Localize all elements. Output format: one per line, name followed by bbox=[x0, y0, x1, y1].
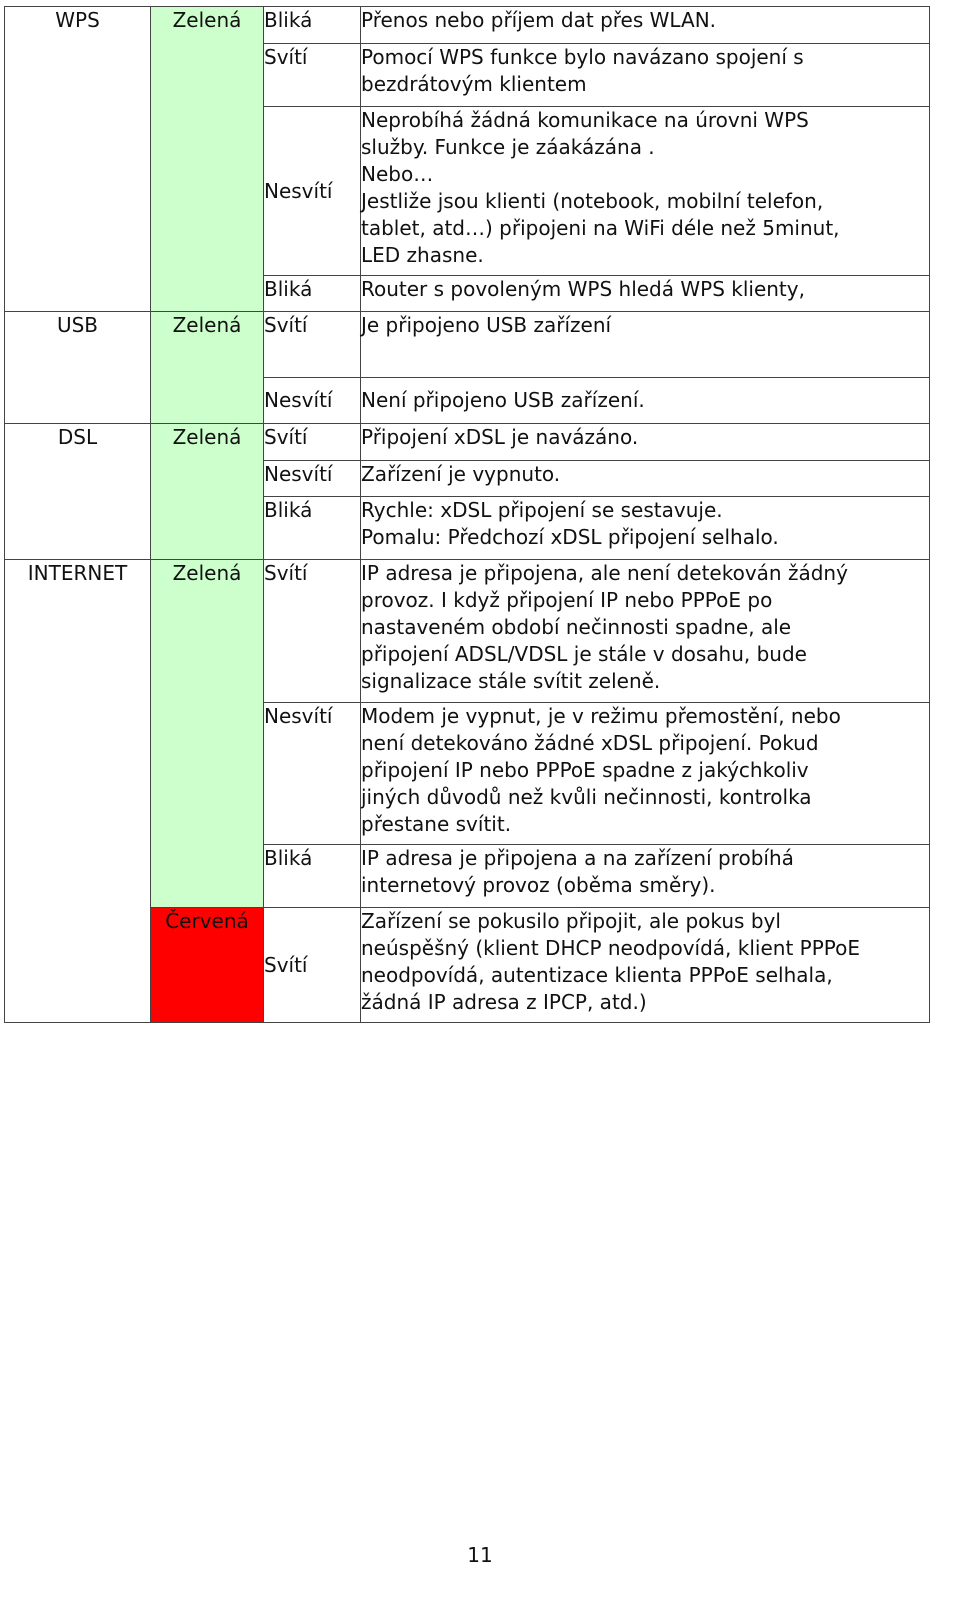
led-color-usb: Zelená bbox=[151, 312, 264, 424]
description-line: Je připojeno USB zařízení bbox=[361, 313, 612, 337]
led-description bbox=[361, 560, 930, 703]
description-line: Neprobíhá žádná komunikace na úrovni WPS bbox=[361, 108, 809, 132]
led-description bbox=[361, 424, 930, 461]
description-line: Router s povoleným WPS hledá WPS klienty, bbox=[361, 277, 805, 301]
description-line: Rychle: xDSL připojení se sestavuje. bbox=[361, 498, 723, 522]
description-line: Pomocí WPS funkce bylo navázano spojení s bbox=[361, 45, 804, 69]
description-line: přestane svítit. bbox=[361, 812, 512, 836]
description-line: neúspěšný (klient DHCP neodpovídá, klient PPPoE bbox=[361, 936, 860, 960]
description-line: LED zhasne. bbox=[361, 243, 484, 267]
description-line: Zařízení se pokusilo připojit, ale pokus byl bbox=[361, 909, 781, 933]
table-row bbox=[5, 560, 930, 703]
led-description bbox=[361, 461, 930, 497]
led-state: Nesvítí bbox=[264, 107, 361, 276]
description-line: tablet, atd…) připojeni na WiFi déle než 5minut, bbox=[361, 216, 840, 240]
led-description bbox=[361, 497, 930, 560]
description-line: žádná IP adresa z IPCP, atd.) bbox=[361, 990, 647, 1014]
page-number: 11 bbox=[467, 1543, 493, 1567]
description-line: Modem je vypnut, je v režimu přemostění, nebo bbox=[361, 704, 841, 728]
led-description bbox=[361, 276, 930, 312]
description-line: Není připojeno USB zařízení. bbox=[361, 388, 645, 412]
led-description bbox=[361, 107, 930, 276]
led-description bbox=[361, 378, 930, 424]
description-line: připojení IP nebo PPPoE spadne z jakýchkoliv bbox=[361, 758, 809, 782]
table-row bbox=[5, 7, 930, 44]
led-description bbox=[361, 703, 930, 845]
led-color-dsl: Zelená bbox=[151, 424, 264, 560]
led-state: Svítí bbox=[264, 424, 361, 461]
led-description bbox=[361, 845, 930, 908]
led-color-wps: Zelená bbox=[151, 7, 264, 312]
description-line: bezdrátovým klientem bbox=[361, 72, 587, 96]
description-line: Přenos nebo příjem dat přes WLAN. bbox=[361, 8, 717, 32]
led-state: Bliká bbox=[264, 7, 361, 44]
description-line: Pomalu: Předchozí xDSL připojení selhalo. bbox=[361, 525, 779, 549]
led-state: Svítí bbox=[264, 908, 361, 1023]
description-line: služby. Funkce je záakázána . bbox=[361, 135, 655, 159]
led-description bbox=[361, 7, 930, 44]
led-state: Svítí bbox=[264, 560, 361, 703]
description-line: signalizace stále svítit zeleně. bbox=[361, 669, 661, 693]
led-state: Bliká bbox=[264, 845, 361, 908]
description-line: Nebo… bbox=[361, 162, 434, 186]
description-line: Zařízení je vypnuto. bbox=[361, 462, 561, 486]
led-state: Nesvítí bbox=[264, 461, 361, 497]
led-state: Nesvítí bbox=[264, 378, 361, 424]
description-line: jiných důvodů než kvůli nečinnosti, kontrolka bbox=[361, 785, 812, 809]
led-description bbox=[361, 44, 930, 107]
led-state: Svítí bbox=[264, 312, 361, 378]
description-line: nastaveném období nečinnosti spadne, ale bbox=[361, 615, 792, 639]
table-row bbox=[5, 312, 930, 378]
description-line: Připojení xDSL je navázáno. bbox=[361, 425, 639, 449]
led-color-internet-green: Zelená bbox=[151, 560, 264, 908]
description-line: připojení ADSL/VDSL je stále v dosahu, bude bbox=[361, 642, 807, 666]
led-description bbox=[361, 312, 930, 378]
interface-name-usb: USB bbox=[5, 312, 151, 424]
led-status-table bbox=[4, 6, 930, 1023]
description-line: IP adresa je připojena, ale není detekován žádný bbox=[361, 561, 848, 585]
led-state: Bliká bbox=[264, 497, 361, 560]
description-line: neodpovídá, autentizace klienta PPPoE selhala, bbox=[361, 963, 833, 987]
description-line: provoz. I když připojení IP nebo PPPoE po bbox=[361, 588, 773, 612]
led-state: Bliká bbox=[264, 276, 361, 312]
description-line: Jestliže jsou klienti (notebook, mobilní telefon, bbox=[361, 189, 824, 213]
led-description bbox=[361, 908, 930, 1023]
table-row bbox=[5, 424, 930, 461]
interface-name-wps: WPS bbox=[5, 7, 151, 312]
description-line: internetový provoz (oběma směry). bbox=[361, 873, 716, 897]
led-state: Svítí bbox=[264, 44, 361, 107]
led-color-internet-red: Červená bbox=[151, 908, 264, 1023]
description-line: IP adresa je připojena a na zařízení probíhá bbox=[361, 846, 794, 870]
led-state: Nesvítí bbox=[264, 703, 361, 845]
description-line: není detekováno žádné xDSL připojení. Pokud bbox=[361, 731, 819, 755]
interface-name-internet: INTERNET bbox=[5, 560, 151, 1023]
interface-name-dsl: DSL bbox=[5, 424, 151, 560]
